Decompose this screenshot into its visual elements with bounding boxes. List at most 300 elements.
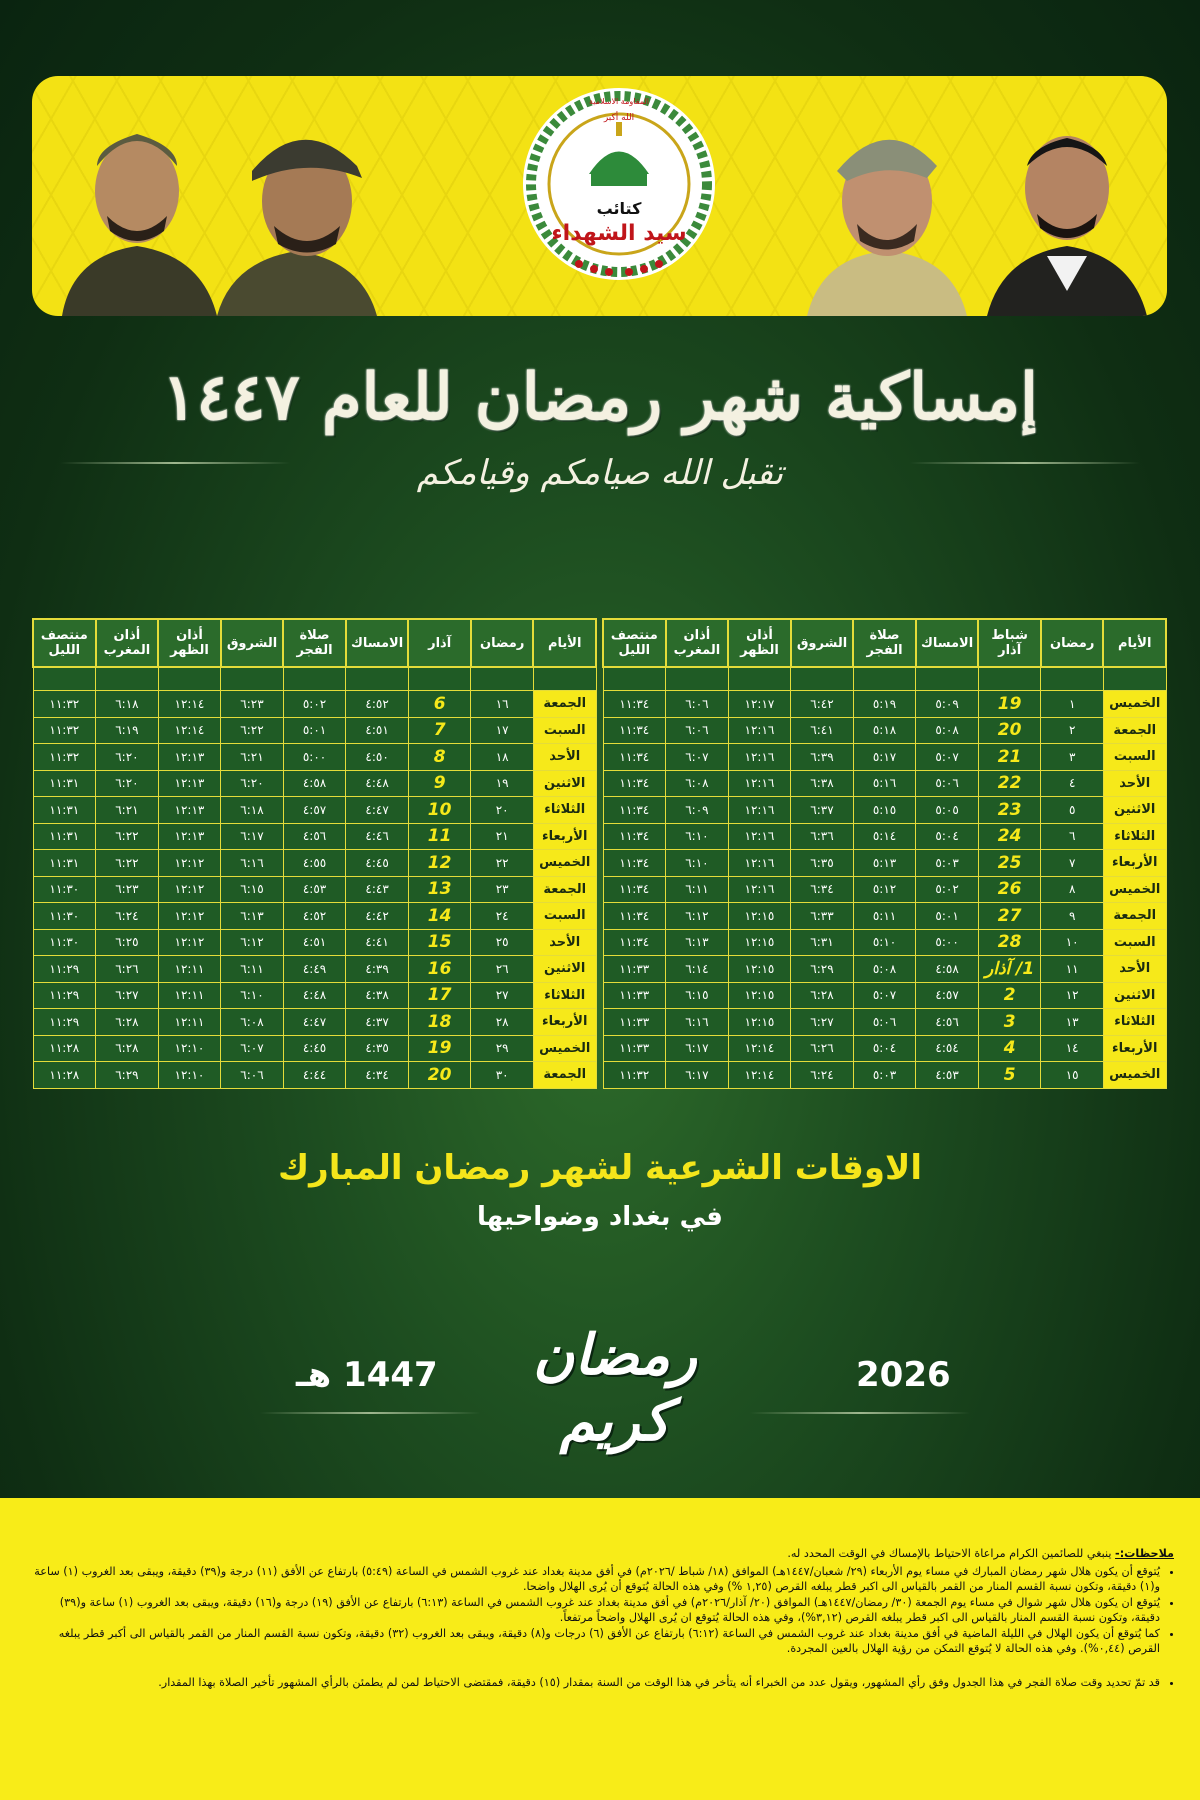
time-cell: ١١:٣٤ xyxy=(603,691,666,718)
time-cell: ١١:٣٢ xyxy=(33,744,96,771)
spacer-cell xyxy=(158,667,221,691)
gregorian-date-cell: 12 xyxy=(408,850,471,877)
column-header: الشروق xyxy=(221,619,284,667)
time-cell: ٦:٢٨ xyxy=(791,982,854,1009)
column-header: صلاة الفجر xyxy=(853,619,916,667)
time-cell: ٤:٥٥ xyxy=(283,850,346,877)
time-cell: ٢١ xyxy=(471,823,534,850)
gregorian-date-cell: 11 xyxy=(408,823,471,850)
time-cell: ٦:١١ xyxy=(666,876,729,903)
time-cell: ٦:٠٨ xyxy=(221,1009,284,1036)
time-cell: ٦:٣١ xyxy=(791,929,854,956)
timetable-right-table xyxy=(602,618,1167,1089)
table-row xyxy=(33,929,596,956)
time-cell: ١١:٣٤ xyxy=(603,770,666,797)
spacer-row xyxy=(603,667,1166,691)
day-cell: الجمعة xyxy=(533,876,596,903)
svg-text:المقاومة الاسلامية: المقاومة الاسلامية xyxy=(589,97,649,106)
day-cell: الاثنين xyxy=(1103,982,1166,1009)
spacer-cell xyxy=(791,667,854,691)
day-cell: الخميس xyxy=(1103,691,1166,718)
day-cell: الأربعاء xyxy=(533,823,596,850)
timetable-left xyxy=(32,618,597,1089)
time-cell: ٩ xyxy=(1041,903,1104,930)
time-cell: ٦:٢١ xyxy=(221,744,284,771)
day-cell: السبت xyxy=(533,903,596,930)
gregorian-year: 2026 xyxy=(856,1355,951,1395)
time-cell: ٦:١٨ xyxy=(221,797,284,824)
time-cell: ١٢:١٣ xyxy=(158,744,221,771)
notes-intro-line xyxy=(34,1546,1174,1562)
time-cell: ١٢:١٤ xyxy=(728,1035,791,1062)
table-row xyxy=(603,929,1166,956)
time-cell: ٦:٣٤ xyxy=(791,876,854,903)
time-cell: ٤:٤٦ xyxy=(346,823,409,850)
spacer-cell xyxy=(471,667,534,691)
time-cell: ٢٢ xyxy=(471,850,534,877)
time-cell: ١١:٣٤ xyxy=(603,929,666,956)
time-cell: ١٢:١٤ xyxy=(158,717,221,744)
gregorian-date-cell: 13 xyxy=(408,876,471,903)
time-cell: ١١:٣٤ xyxy=(603,823,666,850)
time-cell: ٥:٠٤ xyxy=(916,823,979,850)
note-fajr: • قد تمّ تحديد وقت صلاة الفجر في هذا الجدول وفق رأي المشهور، ويقول عدد من الخبراء أنه يتأخر في هذا الوقت من السنة بمقدار (١٥) دقيقة، فمقتضى الاحتياط لمن لم يطمئن بالرأي المشهور تأخير الصلاة بهذا المقدار. xyxy=(34,1675,1160,1691)
time-cell: ١٢:١٤ xyxy=(158,691,221,718)
time-cell: ٤:٤٥ xyxy=(346,850,409,877)
time-cell: ٢٣ xyxy=(471,876,534,903)
notes-panel xyxy=(0,1498,1200,1800)
time-cell: ٥:٠٢ xyxy=(283,691,346,718)
column-header: الشروق xyxy=(791,619,854,667)
time-cell: ٤:٥٢ xyxy=(283,903,346,930)
time-cell: ١١:٣٢ xyxy=(33,717,96,744)
time-cell: ٤:٥٨ xyxy=(916,956,979,983)
footer-divider-left xyxy=(260,1412,480,1414)
table-row xyxy=(603,903,1166,930)
time-cell: ١٢ xyxy=(1041,982,1104,1009)
time-cell: ٢ xyxy=(1041,717,1104,744)
time-cell: ١٢:١٢ xyxy=(158,929,221,956)
time-cell: ٤:٥٦ xyxy=(283,823,346,850)
day-cell: الاثنين xyxy=(533,956,596,983)
column-header: أذان الظهر xyxy=(158,619,221,667)
time-cell: ١٢:١٦ xyxy=(728,876,791,903)
time-cell: ٦:١٠ xyxy=(666,850,729,877)
time-cell: ٥:١٥ xyxy=(853,797,916,824)
spacer-cell xyxy=(33,667,96,691)
time-cell: ١٢:١٦ xyxy=(728,850,791,877)
time-cell: ٤:٤٧ xyxy=(283,1009,346,1036)
time-cell: ٦:١٠ xyxy=(221,982,284,1009)
time-cell: ٤:٣٤ xyxy=(346,1062,409,1089)
time-cell: ٤:٥٨ xyxy=(283,770,346,797)
notes-content xyxy=(34,1546,1174,1690)
time-cell: ١٢:١٥ xyxy=(728,929,791,956)
time-cell: ٦:٢١ xyxy=(96,797,159,824)
table-row xyxy=(603,1009,1166,1036)
time-cell: ٦:٣٨ xyxy=(791,770,854,797)
time-cell: ١١:٣٤ xyxy=(603,717,666,744)
time-cell: ١٢:١٠ xyxy=(158,1062,221,1089)
gregorian-date-cell: 24 xyxy=(978,823,1041,850)
martyr-portrait-1 xyxy=(52,106,222,316)
footer-divider-right xyxy=(750,1412,970,1414)
time-cell: ٢٠ xyxy=(471,797,534,824)
time-cell: ٦:٠٨ xyxy=(666,770,729,797)
gregorian-date-cell: 19 xyxy=(408,1035,471,1062)
time-cell: ١٢:١٥ xyxy=(728,1009,791,1036)
svg-text:كتائب: كتائب xyxy=(596,199,642,218)
time-cell: ١٥ xyxy=(1041,1062,1104,1089)
time-cell: ١٢:١١ xyxy=(158,956,221,983)
column-header: أذان الظهر xyxy=(728,619,791,667)
time-cell: ١١:٣٤ xyxy=(603,797,666,824)
spacer-row xyxy=(33,667,596,691)
time-cell: ١١:٣١ xyxy=(33,850,96,877)
gregorian-date-cell: 23 xyxy=(978,797,1041,824)
title-divider-left xyxy=(60,462,290,464)
column-header: الأيام xyxy=(1103,619,1166,667)
time-cell: ٤:٥٣ xyxy=(283,876,346,903)
column-header: آذار xyxy=(408,619,471,667)
time-cell: ٢٤ xyxy=(471,903,534,930)
table-row xyxy=(603,770,1166,797)
spacer-cell xyxy=(666,667,729,691)
table-row xyxy=(33,876,596,903)
time-cell: ١١:٢٩ xyxy=(33,956,96,983)
hijri-year: 1447 هـ xyxy=(296,1355,438,1395)
time-cell: ٦ xyxy=(1041,823,1104,850)
gregorian-date-cell: 15 xyxy=(408,929,471,956)
gregorian-date-cell: 26 xyxy=(978,876,1041,903)
time-cell: ١٣ xyxy=(1041,1009,1104,1036)
time-cell: ١١:٢٩ xyxy=(33,982,96,1009)
time-cell: ١٢:١٥ xyxy=(728,903,791,930)
page-subtitle: تقبل الله صيامكم وقيامكم xyxy=(416,453,784,493)
time-cell: ٦:١٧ xyxy=(221,823,284,850)
note-item: • يُتوقع أن يكون هلال شهر رمضان المبارك في مساء يوم الأربعاء (٢٩/ شعبان/١٤٤٧هـ) الموافق (١٨/ شباط /٢٠٢٦م) في أفق مدينة بغداد عند غروب الشمس في الساعة (٥:٤٩) بارتفاع عن الأفق (١١) درجة و(٣٩) دقيقة، ويبقى بعد الغروب (١) ساعة و(١) دقيقة، وتكون نسبة القسم المنار من القمر بالقياس الى اكبر قطر يبلغه القرص (١,٢٥ %) وفي هذه الحالة يُتوقع أن يُرى الهلال واضحا. xyxy=(34,1564,1160,1595)
day-cell: الخميس xyxy=(1103,876,1166,903)
timetable-left-table xyxy=(32,618,597,1089)
time-cell: ٤:٤٩ xyxy=(283,956,346,983)
gregorian-date-cell: 7 xyxy=(408,717,471,744)
time-cell: ١٢:١٢ xyxy=(158,876,221,903)
time-cell: ٥:٠٥ xyxy=(916,797,979,824)
time-cell: ٦:٤٢ xyxy=(791,691,854,718)
time-cell: ٦:٢٠ xyxy=(221,770,284,797)
time-cell: ١١:٢٨ xyxy=(33,1062,96,1089)
gregorian-date-cell: 3 xyxy=(978,1009,1041,1036)
time-cell: ٦:٠٧ xyxy=(221,1035,284,1062)
time-cell: ١١:٣٢ xyxy=(603,1062,666,1089)
ramadan-kareem-calligraphy: رمضان كريم xyxy=(533,1322,697,1454)
time-cell: ٦:٤١ xyxy=(791,717,854,744)
note-item: • يُتوقع ان يكون هلال شهر شوال في مساء يوم الجمعة (٣٠/ رمضان/١٤٤٧هـ) الموافق (٢٠/ آذار/٢٠٢٦م) في أفق مدينة بغداد عند غروب الشمس في الساعة (٦:١٣) بارتفاع عن الأفق (١٩) درجة و(١٦) دقيقة، ويبقى بعد الغروب (١) ساعة و(٣٩) دقيقة، وتكون نسبة القسم المنار بالقياس الى اكبر قطر يبلغه القرص (٣,١٢%)، وفي هذه الحالة يُتوقع ان يُرى الهلال واضحاً مرتفعاً. xyxy=(34,1595,1160,1626)
time-cell: ١٩ xyxy=(471,770,534,797)
time-cell: ١١:٣٤ xyxy=(603,850,666,877)
time-cell: ٣٠ xyxy=(471,1062,534,1089)
time-cell: ٥:١٧ xyxy=(853,744,916,771)
time-cell: ٥:٠٣ xyxy=(853,1062,916,1089)
martyr-portrait-2 xyxy=(212,106,382,316)
column-header: الامساك xyxy=(346,619,409,667)
spacer-cell xyxy=(728,667,791,691)
time-cell: ٥:١٣ xyxy=(853,850,916,877)
time-cell: ١٢:١٢ xyxy=(158,850,221,877)
time-cell: ٦:٣٣ xyxy=(791,903,854,930)
time-cell: ٥:٠٤ xyxy=(853,1035,916,1062)
time-cell: ٦:١٧ xyxy=(666,1062,729,1089)
time-cell: ٦:٢٨ xyxy=(96,1009,159,1036)
time-cell: ١٢:١٠ xyxy=(158,1035,221,1062)
time-cell: ٥:٠٠ xyxy=(916,929,979,956)
spacer-cell xyxy=(603,667,666,691)
time-cell: ١١:٣٣ xyxy=(603,982,666,1009)
gregorian-date-cell: 28 xyxy=(978,929,1041,956)
table-row xyxy=(33,982,596,1009)
gregorian-date-cell: 14 xyxy=(408,903,471,930)
table-row xyxy=(33,1062,596,1089)
day-cell: الثلاثاء xyxy=(1103,823,1166,850)
time-cell: ١٢:١٧ xyxy=(728,691,791,718)
spacer-cell xyxy=(346,667,409,691)
column-header: شباط آذار xyxy=(978,619,1041,667)
time-cell: ٦:١٥ xyxy=(221,876,284,903)
time-cell: ١٢:١١ xyxy=(158,1009,221,1036)
time-cell: ١١:٣٤ xyxy=(603,876,666,903)
time-cell: ١٠ xyxy=(1041,929,1104,956)
day-cell: الأحد xyxy=(1103,770,1166,797)
day-cell: الثلاثاء xyxy=(533,982,596,1009)
gregorian-date-cell: 1/ آذار xyxy=(978,956,1041,983)
table-row xyxy=(33,1009,596,1036)
time-cell: ٥:٠٧ xyxy=(853,982,916,1009)
gregorian-date-cell: 18 xyxy=(408,1009,471,1036)
spacer-cell xyxy=(1041,667,1104,691)
day-cell: الأربعاء xyxy=(533,1009,596,1036)
time-cell: ٦:٢٩ xyxy=(96,1062,159,1089)
time-cell: ١١:٣٤ xyxy=(603,744,666,771)
time-cell: ٧ xyxy=(1041,850,1104,877)
time-cell: ٥ xyxy=(1041,797,1104,824)
time-cell: ٥:١٨ xyxy=(853,717,916,744)
time-cell: ١١:٣٤ xyxy=(603,903,666,930)
time-cell: ٦:١٦ xyxy=(666,1009,729,1036)
column-header: أذان المغرب xyxy=(96,619,159,667)
section-title: الاوقات الشرعية لشهر رمضان المبارك xyxy=(277,1148,922,1188)
time-cell: ٤:٤٥ xyxy=(283,1035,346,1062)
gregorian-date-cell: 6 xyxy=(408,691,471,718)
time-cell: ١١:٣٣ xyxy=(603,1035,666,1062)
table-row xyxy=(603,823,1166,850)
gregorian-date-cell: 22 xyxy=(978,770,1041,797)
time-cell: ١١:٣٠ xyxy=(33,929,96,956)
table-row xyxy=(603,744,1166,771)
notes-heading: ملاحظات:- xyxy=(1115,1547,1174,1560)
table-row xyxy=(33,691,596,718)
time-cell: ١ xyxy=(1041,691,1104,718)
table-row xyxy=(33,903,596,930)
table-row xyxy=(33,956,596,983)
column-header: منتصف الليل xyxy=(603,619,666,667)
time-cell: ٤:٣٥ xyxy=(346,1035,409,1062)
time-cell: ٥:٠٩ xyxy=(916,691,979,718)
martyr-portrait-4 xyxy=(982,106,1152,316)
gregorian-date-cell: 4 xyxy=(978,1035,1041,1062)
spacer-cell xyxy=(408,667,471,691)
time-cell: ٤:٤٨ xyxy=(283,982,346,1009)
time-cell: ١١:٣٠ xyxy=(33,876,96,903)
time-cell: ٦:٠٧ xyxy=(666,744,729,771)
table-row xyxy=(33,770,596,797)
time-cell: ١١:٣٣ xyxy=(603,1009,666,1036)
time-cell: ١٢:١٣ xyxy=(158,823,221,850)
gregorian-date-cell: 8 xyxy=(408,744,471,771)
spacer-cell xyxy=(533,667,596,691)
day-cell: الاثنين xyxy=(1103,797,1166,824)
time-cell: ٦:٢٧ xyxy=(791,1009,854,1036)
time-cell: ٥:٠٧ xyxy=(916,744,979,771)
time-cell: ٤:٥١ xyxy=(346,717,409,744)
time-cell: ٤:٤٣ xyxy=(346,876,409,903)
time-cell: ١٢:١٦ xyxy=(728,823,791,850)
table-row xyxy=(33,850,596,877)
time-cell: ٥:٠١ xyxy=(916,903,979,930)
time-cell: ١١ xyxy=(1041,956,1104,983)
time-cell: ٤:٤١ xyxy=(346,929,409,956)
time-cell: ٣ xyxy=(1041,744,1104,771)
table-row xyxy=(33,823,596,850)
time-cell: ٦:٢٢ xyxy=(221,717,284,744)
time-cell: ٢٩ xyxy=(471,1035,534,1062)
notes-fajr-list xyxy=(34,1675,1174,1691)
day-cell: الثلاثاء xyxy=(533,797,596,824)
table-row xyxy=(603,717,1166,744)
day-cell: الجمعة xyxy=(1103,717,1166,744)
time-cell: ١١:٢٨ xyxy=(33,1035,96,1062)
time-cell: ٥:٠٦ xyxy=(853,1009,916,1036)
day-cell: الجمعة xyxy=(1103,903,1166,930)
time-cell: ٦:٢٥ xyxy=(96,929,159,956)
time-cell: ٦:٣٦ xyxy=(791,823,854,850)
time-cell: ١٨ xyxy=(471,744,534,771)
time-cell: ٦:٢٠ xyxy=(96,770,159,797)
time-cell: ٦:٣٥ xyxy=(791,850,854,877)
time-cell: ١٢:١١ xyxy=(158,982,221,1009)
spacer-cell xyxy=(978,667,1041,691)
time-cell: ٦:٢٦ xyxy=(791,1035,854,1062)
time-cell: ١٤ xyxy=(1041,1035,1104,1062)
time-cell: ٤:٣٩ xyxy=(346,956,409,983)
time-cell: ٢٨ xyxy=(471,1009,534,1036)
svg-text:سيد الشهداء: سيد الشهداء xyxy=(551,221,687,246)
time-cell: ١٢:١٦ xyxy=(728,744,791,771)
time-cell: ٥:٠١ xyxy=(283,717,346,744)
time-cell: ١١:٣٢ xyxy=(33,691,96,718)
time-cell: ٤:٥٧ xyxy=(916,982,979,1009)
time-cell: ٤:٤٧ xyxy=(346,797,409,824)
table-row xyxy=(33,1035,596,1062)
table-row xyxy=(603,1035,1166,1062)
time-cell: ٥:٠٠ xyxy=(283,744,346,771)
gregorian-date-cell: 21 xyxy=(978,744,1041,771)
time-cell: ٢٧ xyxy=(471,982,534,1009)
day-cell: السبت xyxy=(533,717,596,744)
column-header: أذان المغرب xyxy=(666,619,729,667)
time-cell: ٤:٥٣ xyxy=(916,1062,979,1089)
time-cell: ٦:١٣ xyxy=(221,903,284,930)
spacer-cell xyxy=(1103,667,1166,691)
time-cell: ٥:١٤ xyxy=(853,823,916,850)
time-cell: ٤:٥٤ xyxy=(916,1035,979,1062)
time-cell: ٦:٢٣ xyxy=(221,691,284,718)
time-cell: ٦:١٩ xyxy=(96,717,159,744)
gregorian-date-cell: 20 xyxy=(408,1062,471,1089)
notes-list xyxy=(34,1564,1174,1657)
day-cell: الخميس xyxy=(1103,1062,1166,1089)
spacer-cell xyxy=(283,667,346,691)
day-cell: السبت xyxy=(1103,929,1166,956)
table-row xyxy=(603,850,1166,877)
time-cell: ٦:٣٧ xyxy=(791,797,854,824)
day-cell: الأربعاء xyxy=(1103,850,1166,877)
table-row xyxy=(603,1062,1166,1089)
gregorian-date-cell: 25 xyxy=(978,850,1041,877)
time-cell: ٦:٠٩ xyxy=(666,797,729,824)
column-header: صلاة الفجر xyxy=(283,619,346,667)
time-cell: ٦:٢٢ xyxy=(96,823,159,850)
day-cell: الخميس xyxy=(533,1035,596,1062)
day-cell: الثلاثاء xyxy=(1103,1009,1166,1036)
time-cell: ٦:٠٦ xyxy=(221,1062,284,1089)
table-row xyxy=(603,982,1166,1009)
time-cell: ٦:٢٠ xyxy=(96,744,159,771)
gregorian-date-cell: 19 xyxy=(978,691,1041,718)
time-cell: ٥:١٩ xyxy=(853,691,916,718)
table-row xyxy=(603,797,1166,824)
time-cell: ٤ xyxy=(1041,770,1104,797)
time-cell: ٢٦ xyxy=(471,956,534,983)
time-cell: ٥:١٢ xyxy=(853,876,916,903)
day-cell: الأربعاء xyxy=(1103,1035,1166,1062)
time-cell: ٦:١٢ xyxy=(221,929,284,956)
timetable-right xyxy=(602,618,1167,1089)
time-cell: ٦:٢٨ xyxy=(96,1035,159,1062)
time-cell: ٦:٢٣ xyxy=(96,876,159,903)
day-cell: الاثنين xyxy=(533,770,596,797)
time-cell: ١١:٣١ xyxy=(33,823,96,850)
time-cell: ٥:١٦ xyxy=(853,770,916,797)
time-cell: ١٢:١٥ xyxy=(728,956,791,983)
time-cell: ٤:٥٧ xyxy=(283,797,346,824)
time-cell: ١٢:١٥ xyxy=(728,982,791,1009)
time-cell: ١١:٣١ xyxy=(33,770,96,797)
column-header: الأيام xyxy=(533,619,596,667)
section-caption xyxy=(0,1148,1200,1232)
time-cell: ١٢:١٦ xyxy=(728,797,791,824)
table-row xyxy=(603,876,1166,903)
day-cell: الأحد xyxy=(533,744,596,771)
gregorian-date-cell: 2 xyxy=(978,982,1041,1009)
title-block xyxy=(0,360,1200,493)
table-row xyxy=(33,717,596,744)
page-title: إمساكية شهر رمضان للعام ١٤٤٧ xyxy=(162,360,1038,435)
time-cell: ٦:٢٤ xyxy=(791,1062,854,1089)
column-header: رمضان xyxy=(1041,619,1104,667)
day-cell: الأحد xyxy=(1103,956,1166,983)
time-cell: ٦:١٧ xyxy=(666,1035,729,1062)
table-row xyxy=(33,744,596,771)
